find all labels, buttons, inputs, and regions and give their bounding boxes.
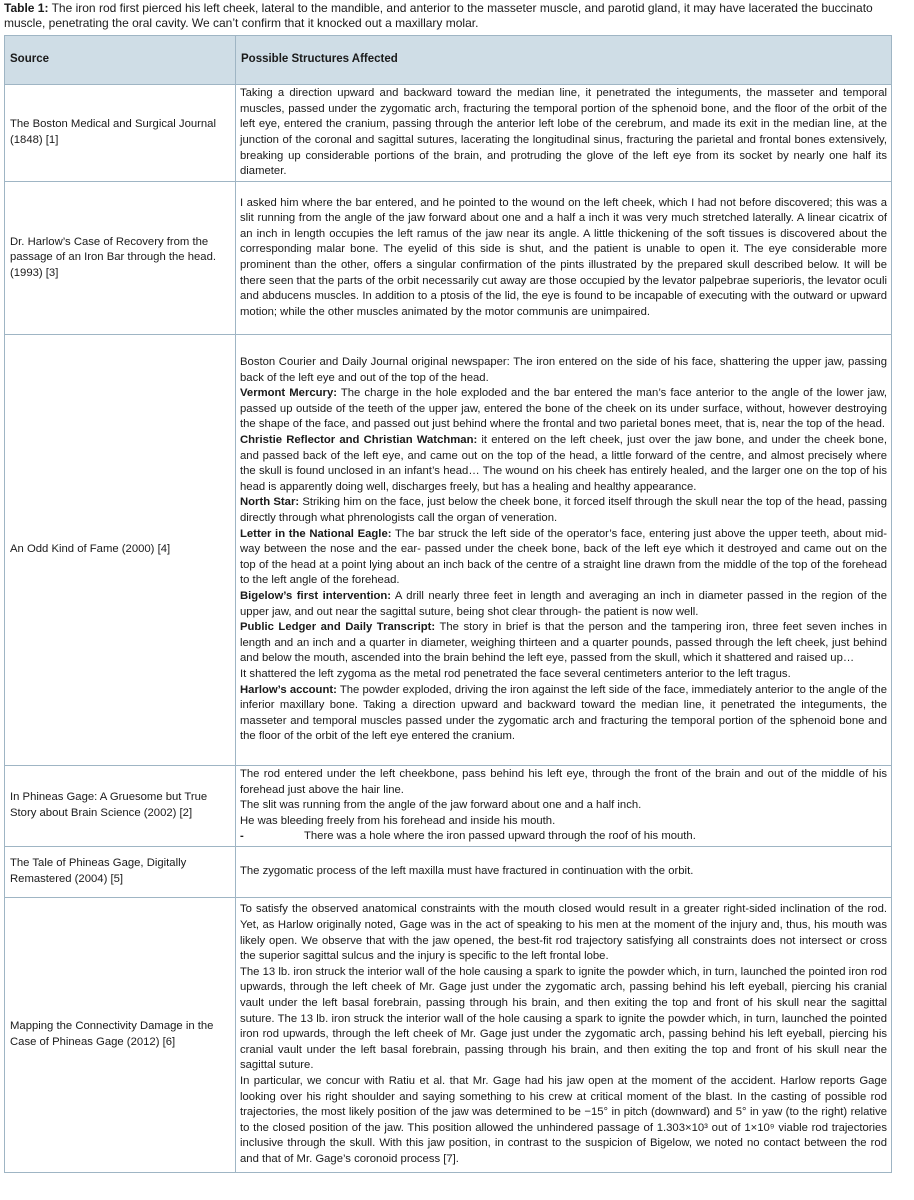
structures-paragraph [240,433,887,495]
structures-cell [236,897,892,1172]
paragraph-text: The slit was running from the angle of the jaw forward about one and a half inch. [240,799,642,812]
paragraph-text: The rod entered under the left cheekbone, pass behind his left eye, through the front of the brain and out of the middle of his forehead just above the hair line. [240,768,887,796]
dash-list-item [240,829,887,845]
table-header-row [5,36,892,85]
structures-paragraph [240,667,887,683]
structures-paragraph [240,767,887,798]
structures-paragraph [240,798,887,814]
caption-label: Table 1: [4,1,49,15]
structures-cell [236,182,892,335]
table-caption [4,1,894,31]
source-label: Letter in the National Eagle: [240,527,392,540]
structures-paragraph [240,355,887,386]
structures-paragraph [240,589,887,620]
paragraph-text: The powder exploded, driving the iron against the left side of the face, immediately anterior to the angle of the inferior maxillary bone. Taking a direction upward and backward toward the median line, it penetrated the integuments, the masseter and temporal muscles passed under the zygomatic arch and fracturing the temporal portion of the sphenoid bone and the floor of the orbit of the left eye entered the cranium. [240,683,887,743]
structures-paragraph [240,902,887,964]
sources-table [4,35,892,1173]
paragraph-text: Boston Courier and Daily Journal original newspaper: The iron entered on the side of his face, shattering the upper jaw, passing back of the left eye and out of the top of the head. [240,356,887,384]
source-cell: The Boston Medical and Surgical Journal (1848) [1] [5,85,236,182]
header-source: Source [5,36,236,85]
source-label: Vermont Mercury: [240,387,337,400]
source-cell: The Tale of Phineas Gage, Digitally Remastered (2004) [5] [5,846,236,897]
paragraph-text: It shattered the left zygoma as the metal rod penetrated the face several centimeters anterior to the left tragus. [240,667,791,680]
structures-cell [236,766,892,847]
structures-paragraph [240,386,887,433]
structures-paragraph [240,1074,887,1168]
source-cell: Mapping the Connectivity Damage in the Case of Phineas Gage (2012) [6] [5,897,236,1172]
paragraph-text: Taking a direction upward and backward toward the median line, it penetrated the integuments, the masseter and temporal muscles, passed under the zygomatic arch, fracturing the temporal portion of the sphenoid bone, and the floor of the orbit of the left eye, entered the cranium, passing through the anterior left lobe of the cerebrum, and made its exit in the median line, at the junction of the coronal and sagittal sutures, lacerating the longitudinal sinus, fracturing the parietal and frontal bones extensively, breaking up considerable portions of the brain, and protruding the glove of the left eye from its socket by nearly one half its diameter. [240,87,887,178]
structures-paragraph [240,495,887,526]
structures-paragraph [240,814,887,830]
dash-item-text: There was a hole where the iron passed upward through the roof of his mouth. [304,830,696,843]
source-label: Bigelow’s first intervention: [240,589,392,602]
structures-paragraph [240,965,887,1074]
source-label: Christie Reflector and Christian Watchman: [240,434,478,447]
source-cell: Dr. Harlow’s Case of Recovery from the passage of an Iron Bar through the head. (1993) [3] [5,182,236,335]
source-label: North Star: [240,496,300,509]
source-cell: In Phineas Gage: A Gruesome but True Story about Brain Science (2002) [2] [5,766,236,847]
paragraph-text: The charge in the hole exploded and the bar entered the man’s face anterior to the angle of the lower jaw, passed up outside of the teeth of the upper jaw, entered the bone of the cheek on its under surface, without, however destroying the shape of the face, and passed out just behind where the frontal and two parietal bones meet, that is, near the top of the head. [240,387,887,431]
structures-paragraph [240,196,887,321]
paragraph-text: To satisfy the observed anatomical constraints with the mouth closed would result in a greater right-sided inclination of the rod. Yet, as Harlow originally noted, Gage was in the act of speaking to his men at the moment of the injury and, thus, his mouth was likely open. We observe that with the jaw opened, the best-fit rod trajectory satisfying all constraints does not intersect or cross the superior sagittal sulcus and the injury is specific to the left frontal lobe. [240,903,887,963]
paragraph-text: The 13 lb. iron struck the interior wall of the hole causing a spark to ignite the powder which, in turn, launched the pointed iron rod upwards, through the left cheek of Mr. Gage just under the zygomatic arch, passing behind his left eyeball, piercing his cranial vault under the left basal forebrain, passing through his brain, and then exiting the top and front of his skull near the sagittal suture. The 13 lb. iron struck the interior wall of the hole causing a spark to ignite the powder which, in turn, launched the pointed iron rod upwards, through the left cheek of Mr. Gage just under the zygomatic arch, passing behind his left eyeball, piercing his cranial vault under the left basal forebrain, passing through his brain, and then exiting the top and front of his skull near the sagittal suture. [240,965,887,1072]
paragraph-text: In particular, we concur with Ratiu et al. that Mr. Gage had his jaw open at the moment of the accident. Harlow reports Gage looking over his right shoulder and saying something to his crew at critical moment of the blast. In the casting of possible rod trajectories, the most likely position of the jaw was determined to be −15° in pitch (downward) and 5° in yaw (to the right) relative to the closed position of the jaw. This position allowed the unhindered passage of 1.303×10³ out of 1×10⁹ viable rod trajectories inclusive through the skull. With this jaw position, in contrast to the suspicion of Bigelow, we noted no contact between the rod and that of Mr. Gage’s coronoid process [7]. [240,1074,887,1165]
paragraph-text: The zygomatic process of the left maxilla must have fractured in continuation with the orbit. [240,865,694,878]
paragraph-text: A drill nearly three feet in length and averaging an inch in diameter passed in the region of the upper jaw, and out near the sagittal suture, being shot clear through- the patient is now well. [240,589,887,618]
table-row [5,335,892,766]
source-label: Harlow’s account: [240,683,337,696]
structures-cell [236,846,892,897]
paragraph-text: it entered on the left cheek, just over the jaw bone, and under the cheek bone, and passed back of the left eye, and came out on the top of the head, a little forward of the centre, and almost precisely where the skull is found unclosed in an infant’s head… The wound on his cheek has entirely healed, and the larger one on the top of his head is apparently doing well, discharges freely, but has a healing and healthy appearance. [240,434,887,493]
paragraph-text: He was bleeding freely from his forehead and inside his mouth. [240,814,556,827]
table-row [5,846,892,897]
structures-paragraph [240,86,887,180]
paragraph-text: The story in brief is that the person and the tampering iron, three feet seven inches in length and an inch and a quarter in diameter, weighing thirteen and a quarter pounds, passed through the left cheek, just behind and below the mouth, ascended into the brain behind the left eye, passed from the skull, which it shattered and raised up… [240,621,887,665]
structures-paragraph [240,620,887,667]
source-cell: An Odd Kind of Fame (2000) [4] [5,335,236,766]
paragraph-text: The bar struck the left side of the operator’s face, entering just above the upper teeth, about mid-way between the nose and the ear- passed under the cheek bone, back of the left eye which it destroyed and came out on the top of the head at a point lying about an inch back of the centre of a straight line drawn from the middle of the top of the forehead to the left angle of the forehead. [240,527,887,587]
structures-cell [236,85,892,182]
table-body [5,85,892,1173]
header-structures: Possible Structures Affected [236,36,892,85]
structures-paragraph [240,527,887,589]
table-row [5,897,892,1172]
structures-cell [236,335,892,766]
table-row [5,85,892,182]
structures-paragraph [240,864,887,880]
dash-bullet: - [240,830,244,843]
table-row [5,182,892,335]
table-row [5,766,892,847]
paragraph-text: I asked him where the bar entered, and he pointed to the wound on the left cheek, which I had not before discovered; this was a slit running from the angle of the jaw forward about one and a half a inch it was very much stretched laterally. A linear cicatrix of an inch in length occupies the left ramus of the jaw near its angle. A little thickening of the soft tissues is discovered about the corresponding malar bone. The eyelid of this side is shut, and the patient is unable to open it. The eye considerable more prominent than the other, offers a singular confirmation of the pints illustrated by the prepared skull described below. It will be there seen that the parts of the orbit necessarily cut away are those occupied by the levator palpebrae superioris, the levator oculi and abducens muscles. In addition to a ptosis of the lid, the eye is found to be incapable of executing with the outward or upward motion; while the other muscles animated by the motor communis are unimpaired. [240,196,887,318]
caption-text: The iron rod first pierced his left cheek, lateral to the mandible, and anterior to the masseter muscle, and parotid gland, it may have lacerated the buccinato muscle, penetrating the oral cavity. We can’t confirm that it knocked out a maxillary molar. [4,1,873,30]
source-label: Public Ledger and Daily Transcript: [240,621,436,634]
paragraph-text: Striking him on the face, just below the cheek bone, it forced itself through the skull near the top of the head, passing directly through what phrenologists call the organ of veneration. [240,496,887,525]
structures-paragraph [240,683,887,745]
